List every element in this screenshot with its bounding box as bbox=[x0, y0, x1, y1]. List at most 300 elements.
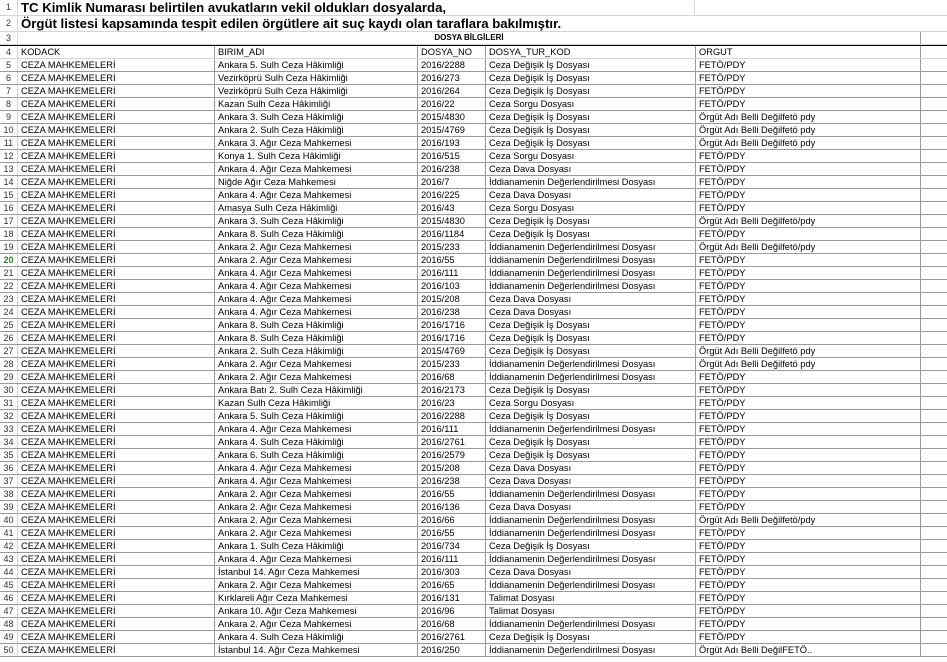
cell-orgut[interactable]: FETÖ/PDY bbox=[696, 59, 921, 71]
cell-birim-adi[interactable]: Ankara 8. Sulh Ceza Hâkimliği bbox=[215, 228, 418, 240]
cell-orgut[interactable]: FETÖ/PDY bbox=[696, 280, 921, 292]
cell-orgut[interactable]: FETÖ/PDY bbox=[696, 397, 921, 409]
table-row bbox=[0, 488, 947, 501]
table-row bbox=[0, 592, 947, 605]
cell-birim-adi[interactable]: Ankara 2. Ağır Ceza Mahkemesi bbox=[215, 527, 418, 539]
row-number[interactable]: 27 bbox=[0, 345, 18, 357]
cell-orgut[interactable]: FETÖ/PDY bbox=[696, 488, 921, 500]
table-row bbox=[0, 397, 947, 410]
cell-dosya-no[interactable]: 2016/43 bbox=[418, 202, 486, 214]
cell-dosya-tur-kod[interactable]: Ceza Dava Dosyası bbox=[486, 306, 696, 318]
cell-dosya-tur-kod[interactable]: İddianamenin Değerlendirilmesi Dosyası bbox=[486, 514, 696, 526]
cell-orgut[interactable]: FETÖ/PDY bbox=[696, 410, 921, 422]
cell-birim-adi[interactable]: Ankara 2. Ağır Ceza Mahkemesi bbox=[215, 254, 418, 266]
row-number[interactable]: 45 bbox=[0, 579, 18, 591]
row-number[interactable]: 34 bbox=[0, 436, 18, 448]
row-number[interactable]: 13 bbox=[0, 163, 18, 175]
cell-dosya-no[interactable]: 2016/264 bbox=[418, 85, 486, 97]
column-header-kodack[interactable]: KODACK bbox=[18, 46, 215, 58]
row-number[interactable]: 37 bbox=[0, 475, 18, 487]
row-number[interactable]: 2 bbox=[0, 16, 18, 31]
cell-dosya-tur-kod[interactable]: Ceza Dava Dosyası bbox=[486, 163, 696, 175]
row-number[interactable]: 38 bbox=[0, 488, 18, 500]
cell-kodack[interactable]: CEZA MAHKEMELERİ bbox=[18, 319, 215, 331]
cell-kodack[interactable]: CEZA MAHKEMELERİ bbox=[18, 306, 215, 318]
cell-dosya-no[interactable]: 2015/4830 bbox=[418, 111, 486, 123]
cell-dosya-tur-kod[interactable]: İddianamenin Değerlendirilmesi Dosyası bbox=[486, 176, 696, 188]
cell-dosya-tur-kod[interactable]: İddianamenin Değerlendirilmesi Dosyası bbox=[486, 644, 696, 656]
cell-kodack[interactable]: CEZA MAHKEMELERİ bbox=[18, 605, 215, 617]
row-number[interactable]: 24 bbox=[0, 306, 18, 318]
cell-kodack[interactable]: CEZA MAHKEMELERİ bbox=[18, 137, 215, 149]
row-number[interactable]: 32 bbox=[0, 410, 18, 422]
cell-orgut[interactable]: FETÖ/PDY bbox=[696, 98, 921, 110]
cell-dosya-tur-kod[interactable]: Ceza Sorgu Dosyası bbox=[486, 202, 696, 214]
cell-birim-adi[interactable]: Ankara 4. Ağır Ceza Mahkemesi bbox=[215, 280, 418, 292]
cell-kodack[interactable]: CEZA MAHKEMELERİ bbox=[18, 501, 215, 513]
data-grid bbox=[0, 45, 947, 657]
cell-orgut[interactable]: FETÖ/PDY bbox=[696, 150, 921, 162]
cell-kodack[interactable]: CEZA MAHKEMELERİ bbox=[18, 332, 215, 344]
cell-orgut[interactable]: Örgüt Adı Belli Değilfetö/pdy bbox=[696, 241, 921, 253]
cell-dosya-no[interactable]: 2016/2761 bbox=[418, 436, 486, 448]
row-number[interactable]: 44 bbox=[0, 566, 18, 578]
cell-dosya-no[interactable]: 2016/111 bbox=[418, 553, 486, 565]
cell-dosya-tur-kod[interactable]: Ceza Değişik İş Dosyası bbox=[486, 59, 696, 71]
cell-orgut[interactable]: FETÖ/PDY bbox=[696, 72, 921, 84]
cell-dosya-tur-kod[interactable]: Ceza Değişik İş Dosyası bbox=[486, 449, 696, 461]
cell-birim-adi[interactable]: Konya 1. Sulh Ceza Hâkimliği bbox=[215, 150, 418, 162]
cell-orgut[interactable]: FETÖ/PDY bbox=[696, 202, 921, 214]
cell-dosya-no[interactable]: 2016/68 bbox=[418, 618, 486, 630]
cell-dosya-no[interactable]: 2016/2173 bbox=[418, 384, 486, 396]
cell-dosya-no[interactable]: 2015/4830 bbox=[418, 215, 486, 227]
cell-orgut[interactable]: FETÖ/PDY bbox=[696, 267, 921, 279]
cell-kodack[interactable]: CEZA MAHKEMELERİ bbox=[18, 358, 215, 370]
cell-orgut[interactable]: FETÖ/PDY bbox=[696, 553, 921, 565]
cell-birim-adi[interactable]: Ankara 2. Ağır Ceza Mahkemesi bbox=[215, 501, 418, 513]
cell-birim-adi[interactable]: Vezirköprü Sulh Ceza Hâkimliği bbox=[215, 72, 418, 84]
cell-dosya-tur-kod[interactable]: Ceza Değişik İş Dosyası bbox=[486, 72, 696, 84]
row-number[interactable]: 48 bbox=[0, 618, 18, 630]
cell-dosya-tur-kod[interactable]: Ceza Değişik İş Dosyası bbox=[486, 124, 696, 136]
cell-dosya-no[interactable]: 2016/22 bbox=[418, 98, 486, 110]
cell-dosya-tur-kod[interactable]: Ceza Değişik İş Dosyası bbox=[486, 228, 696, 240]
table-row bbox=[0, 72, 947, 85]
cell-kodack[interactable]: CEZA MAHKEMELERİ bbox=[18, 423, 215, 435]
cell-dosya-tur-kod[interactable]: Ceza Değişik İş Dosyası bbox=[486, 137, 696, 149]
report-title-line-2[interactable]: Örgüt listesi kapsamında tespit edilen örgütlere ait suç kaydı olan taraflara bakılmıştır. bbox=[21, 16, 562, 31]
cell-birim-adi[interactable]: Ankara 2. Sulh Ceza Hâkimliği bbox=[215, 124, 418, 136]
cell-orgut[interactable]: FETÖ/PDY bbox=[696, 384, 921, 396]
cell-birim-adi[interactable]: Ankara 4. Ağır Ceza Mahkemesi bbox=[215, 163, 418, 175]
cell-birim-adi[interactable]: Ankara 2. Ağır Ceza Mahkemesi bbox=[215, 618, 418, 630]
cell-orgut[interactable]: FETÖ/PDY bbox=[696, 527, 921, 539]
row-number[interactable]: 16 bbox=[0, 202, 18, 214]
cell-dosya-no[interactable]: 2016/23 bbox=[418, 397, 486, 409]
cell-dosya-tur-kod[interactable]: Ceza Değişik İş Dosyası bbox=[486, 410, 696, 422]
cell-birim-adi[interactable]: Ankara 5. Sulh Ceza Hâkimliği bbox=[215, 410, 418, 422]
cell-birim-adi[interactable]: Niğde Ağır Ceza Mahkemesi bbox=[215, 176, 418, 188]
cell-birim-adi[interactable]: Ankara 2. Ağır Ceza Mahkemesi bbox=[215, 579, 418, 591]
cell-kodack[interactable]: CEZA MAHKEMELERİ bbox=[18, 475, 215, 487]
row-number[interactable]: 8 bbox=[0, 98, 18, 110]
cell-dosya-tur-kod[interactable]: Ceza Değişik İş Dosyası bbox=[486, 332, 696, 344]
cell-dosya-no[interactable]: 2016/273 bbox=[418, 72, 486, 84]
cell-orgut[interactable]: FETÖ/PDY bbox=[696, 631, 921, 643]
cell-orgut[interactable]: FETÖ/PDY bbox=[696, 592, 921, 604]
cell-birim-adi[interactable]: Ankara 3. Sulh Ceza Hâkimliği bbox=[215, 111, 418, 123]
cell-orgut[interactable]: FETÖ/PDY bbox=[696, 566, 921, 578]
table-row bbox=[0, 150, 947, 163]
row-number[interactable]: 9 bbox=[0, 111, 18, 123]
row-number[interactable]: 25 bbox=[0, 319, 18, 331]
cell-birim-adi[interactable]: Ankara 4. Sulh Ceza Hâkimliği bbox=[215, 436, 418, 448]
cell-dosya-no[interactable]: 2016/2288 bbox=[418, 410, 486, 422]
cell-dosya-no[interactable]: 2016/303 bbox=[418, 566, 486, 578]
cell-kodack[interactable]: CEZA MAHKEMELERİ bbox=[18, 462, 215, 474]
cell-dosya-tur-kod[interactable]: İddianamenin Değerlendirilmesi Dosyası bbox=[486, 553, 696, 565]
table-row bbox=[0, 501, 947, 514]
cell-birim-adi[interactable]: Ankara 2. Ağır Ceza Mahkemesi bbox=[215, 371, 418, 383]
row-number[interactable]: 18 bbox=[0, 228, 18, 240]
cell-orgut[interactable]: FETÖ/PDY bbox=[696, 579, 921, 591]
cell-kodack[interactable]: CEZA MAHKEMELERİ bbox=[18, 527, 215, 539]
row-number[interactable]: 39 bbox=[0, 501, 18, 513]
cell-kodack[interactable]: CEZA MAHKEMELERİ bbox=[18, 345, 215, 357]
column-header-row bbox=[0, 46, 947, 59]
cell-dosya-no[interactable]: 2016/1716 bbox=[418, 332, 486, 344]
row-number[interactable]: 12 bbox=[0, 150, 18, 162]
table-row bbox=[0, 475, 947, 488]
cell-orgut[interactable]: FETÖ/PDY bbox=[696, 501, 921, 513]
cell-kodack[interactable]: CEZA MAHKEMELERİ bbox=[18, 228, 215, 240]
cell-kodack[interactable]: CEZA MAHKEMELERİ bbox=[18, 59, 215, 71]
row-number[interactable]: 23 bbox=[0, 293, 18, 305]
cell-kodack[interactable]: CEZA MAHKEMELERİ bbox=[18, 72, 215, 84]
cell-dosya-tur-kod[interactable]: İddianamenin Değerlendirilmesi Dosyası bbox=[486, 280, 696, 292]
cell-dosya-tur-kod[interactable]: Ceza Değişik İş Dosyası bbox=[486, 540, 696, 552]
cell-kodack[interactable]: CEZA MAHKEMELERİ bbox=[18, 98, 215, 110]
cell-dosya-no[interactable]: 2016/68 bbox=[418, 371, 486, 383]
row-number[interactable]: 35 bbox=[0, 449, 18, 461]
row-number[interactable]: 36 bbox=[0, 462, 18, 474]
cell-orgut[interactable]: FETÖ/PDY bbox=[696, 371, 921, 383]
column-header-dosya-tur-kod[interactable]: DOSYA_TUR_KOD bbox=[486, 46, 696, 58]
cell-kodack[interactable]: CEZA MAHKEMELERİ bbox=[18, 540, 215, 552]
cell-orgut[interactable]: FETÖ/PDY bbox=[696, 423, 921, 435]
cell-dosya-no[interactable]: 2015/208 bbox=[418, 462, 486, 474]
cell-orgut[interactable]: FETÖ/PDY bbox=[696, 293, 921, 305]
cell-orgut[interactable]: FETÖ/PDY bbox=[696, 176, 921, 188]
cell-orgut[interactable]: Örgüt Adı Belli DeğilFETÖ.. bbox=[696, 644, 921, 656]
cell-kodack[interactable]: CEZA MAHKEMELERİ bbox=[18, 449, 215, 461]
cell-dosya-no[interactable]: 2016/193 bbox=[418, 137, 486, 149]
cell-dosya-no[interactable]: 2015/208 bbox=[418, 293, 486, 305]
cell-dosya-no[interactable]: 2016/238 bbox=[418, 306, 486, 318]
cell-kodack[interactable]: CEZA MAHKEMELERİ bbox=[18, 644, 215, 656]
cell-dosya-tur-kod[interactable]: Talimat Dosyası bbox=[486, 592, 696, 604]
row-number[interactable]: 47 bbox=[0, 605, 18, 617]
row-number[interactable]: 31 bbox=[0, 397, 18, 409]
table-row bbox=[0, 631, 947, 644]
row-number[interactable]: 10 bbox=[0, 124, 18, 136]
cell-kodack[interactable]: CEZA MAHKEMELERİ bbox=[18, 124, 215, 136]
cell-dosya-no[interactable]: 2016/238 bbox=[418, 475, 486, 487]
cell-dosya-tur-kod[interactable]: İddianamenin Değerlendirilmesi Dosyası bbox=[486, 488, 696, 500]
cell-orgut[interactable]: FETÖ/PDY bbox=[696, 436, 921, 448]
cell-birim-adi[interactable]: Ankara 2. Ağır Ceza Mahkemesi bbox=[215, 241, 418, 253]
cell-dosya-no[interactable]: 2016/250 bbox=[418, 644, 486, 656]
cell-birim-adi[interactable]: Ankara 1. Sulh Ceza Hâkimliği bbox=[215, 540, 418, 552]
cell-dosya-no[interactable]: 2016/111 bbox=[418, 267, 486, 279]
row-number[interactable]: 14 bbox=[0, 176, 18, 188]
row-number[interactable]: 6 bbox=[0, 72, 18, 84]
cell-dosya-no[interactable]: 2015/4769 bbox=[418, 124, 486, 136]
report-title-line-1[interactable]: TC Kimlik Numarası belirtilen avukatların vekil oldukları dosyalarda, bbox=[18, 0, 695, 15]
cell-dosya-no[interactable]: 2016/2288 bbox=[418, 59, 486, 71]
cell-dosya-no[interactable]: 2016/96 bbox=[418, 605, 486, 617]
cell-kodack[interactable]: CEZA MAHKEMELERİ bbox=[18, 280, 215, 292]
cell-birim-adi[interactable]: Ankara 3. Ağır Ceza Mahkemesi bbox=[215, 137, 418, 149]
cell-dosya-tur-kod[interactable]: Ceza Değişik İş Dosyası bbox=[486, 384, 696, 396]
cell-kodack[interactable]: CEZA MAHKEMELERİ bbox=[18, 163, 215, 175]
row-number[interactable]: 4 bbox=[0, 46, 18, 58]
cell-dosya-tur-kod[interactable]: Ceza Sorgu Dosyası bbox=[486, 98, 696, 110]
cell-dosya-no[interactable]: 2016/1716 bbox=[418, 319, 486, 331]
cell-orgut[interactable]: Örgüt Adı Belli Değilfetö pdy bbox=[696, 124, 921, 136]
row-number[interactable]: 1 bbox=[0, 0, 18, 15]
row-number[interactable]: 28 bbox=[0, 358, 18, 370]
cell-dosya-tur-kod[interactable]: Ceza Dava Dosyası bbox=[486, 501, 696, 513]
cell-dosya-tur-kod[interactable]: İddianamenin Değerlendirilmesi Dosyası bbox=[486, 618, 696, 630]
row-number[interactable]: 41 bbox=[0, 527, 18, 539]
cell-kodack[interactable]: CEZA MAHKEMELERİ bbox=[18, 488, 215, 500]
cell-kodack[interactable]: CEZA MAHKEMELERİ bbox=[18, 202, 215, 214]
cell-kodack[interactable]: CEZA MAHKEMELERİ bbox=[18, 189, 215, 201]
cell-kodack[interactable]: CEZA MAHKEMELERİ bbox=[18, 254, 215, 266]
cell-birim-adi[interactable]: Kırklareli Ağır Ceza Mahkemesi bbox=[215, 592, 418, 604]
cell-kodack[interactable]: CEZA MAHKEMELERİ bbox=[18, 176, 215, 188]
row-number[interactable]: 7 bbox=[0, 85, 18, 97]
cell-dosya-no[interactable]: 2016/238 bbox=[418, 163, 486, 175]
cell-orgut[interactable]: FETÖ/PDY bbox=[696, 306, 921, 318]
cell-orgut[interactable]: Örgüt Adı Belli Değilfetö pdy bbox=[696, 111, 921, 123]
cell-dosya-no[interactable]: 2016/2761 bbox=[418, 631, 486, 643]
column-header-dosya-no[interactable]: DOSYA_NO bbox=[418, 46, 486, 58]
row-number[interactable]: 11 bbox=[0, 137, 18, 149]
row-number[interactable]: 22 bbox=[0, 280, 18, 292]
cell-dosya-tur-kod[interactable]: Ceza Değişik İş Dosyası bbox=[486, 436, 696, 448]
cell-dosya-tur-kod[interactable]: Ceza Değişik İş Dosyası bbox=[486, 111, 696, 123]
cell-birim-adi[interactable]: Ankara 5. Sulh Ceza Hâkimliği bbox=[215, 59, 418, 71]
cell-birim-adi[interactable]: Kazan Sulh Ceza Hâkimliği bbox=[215, 397, 418, 409]
cell-dosya-tur-kod[interactable]: Ceza Dava Dosyası bbox=[486, 475, 696, 487]
cell-orgut[interactable]: FETÖ/PDY bbox=[696, 449, 921, 461]
cell-kodack[interactable]: CEZA MAHKEMELERİ bbox=[18, 566, 215, 578]
cell-dosya-tur-kod[interactable]: İddianamenin Değerlendirilmesi Dosyası bbox=[486, 423, 696, 435]
cell-orgut[interactable]: FETÖ/PDY bbox=[696, 605, 921, 617]
cell-dosya-tur-kod[interactable]: İddianamenin Değerlendirilmesi Dosyası bbox=[486, 254, 696, 266]
cell-birim-adi[interactable]: Ankara 3. Sulh Ceza Hâkimliği bbox=[215, 215, 418, 227]
cell-kodack[interactable]: CEZA MAHKEMELERİ bbox=[18, 592, 215, 604]
cell-dosya-no[interactable]: 2015/233 bbox=[418, 241, 486, 253]
column-header-birim-adi[interactable]: BIRIM_ADI bbox=[215, 46, 418, 58]
cell-dosya-tur-kod[interactable]: Ceza Sorgu Dosyası bbox=[486, 150, 696, 162]
row-number[interactable]: 17 bbox=[0, 215, 18, 227]
cell-kodack[interactable]: CEZA MAHKEMELERİ bbox=[18, 397, 215, 409]
cell-dosya-no[interactable]: 2015/233 bbox=[418, 358, 486, 370]
cell-kodack[interactable]: CEZA MAHKEMELERİ bbox=[18, 215, 215, 227]
cell-dosya-tur-kod[interactable]: Ceza Dava Dosyası bbox=[486, 462, 696, 474]
cell-orgut[interactable]: FETÖ/PDY bbox=[696, 85, 921, 97]
row-number[interactable]: 50 bbox=[0, 644, 18, 656]
cell-birim-adi[interactable]: Ankara 4. Ağır Ceza Mahkemesi bbox=[215, 423, 418, 435]
cell-kodack[interactable]: CEZA MAHKEMELERİ bbox=[18, 293, 215, 305]
cell-dosya-no[interactable]: 2015/4769 bbox=[418, 345, 486, 357]
cell-dosya-tur-kod[interactable]: Ceza Değişik İş Dosyası bbox=[486, 85, 696, 97]
cell-dosya-tur-kod[interactable]: Ceza Değişik İş Dosyası bbox=[486, 319, 696, 331]
cell-dosya-tur-kod[interactable]: İddianamenin Değerlendirilmesi Dosyası bbox=[486, 527, 696, 539]
cell-dosya-tur-kod[interactable]: Ceza Dava Dosyası bbox=[486, 189, 696, 201]
cell-dosya-no[interactable]: 2016/7 bbox=[418, 176, 486, 188]
cell-orgut[interactable]: Örgüt Adı Belli Değilfetö pdy bbox=[696, 345, 921, 357]
cell-birim-adi[interactable]: Ankara 4. Ağır Ceza Mahkemesi bbox=[215, 475, 418, 487]
row-number[interactable]: 40 bbox=[0, 514, 18, 526]
cell-birim-adi[interactable]: Ankara 10. Ağır Ceza Mahkemesi bbox=[215, 605, 418, 617]
cell-dosya-tur-kod[interactable]: Talimat Dosyası bbox=[486, 605, 696, 617]
cell-birim-adi[interactable]: Ankara 4. Ağır Ceza Mahkemesi bbox=[215, 462, 418, 474]
row-number[interactable]: 5 bbox=[0, 59, 18, 71]
cell-birim-adi[interactable]: Ankara 4. Ağır Ceza Mahkemesi bbox=[215, 553, 418, 565]
cell-dosya-tur-kod[interactable]: İddianamenin Değerlendirilmesi Dosyası bbox=[486, 358, 696, 370]
section-label[interactable]: DOSYA BİLGİLERİ bbox=[18, 32, 921, 44]
cell-kodack[interactable]: CEZA MAHKEMELERİ bbox=[18, 579, 215, 591]
cell-birim-adi[interactable]: Kazan Sulh Ceza Hâkimliği bbox=[215, 98, 418, 110]
cell-orgut[interactable]: FETÖ/PDY bbox=[696, 189, 921, 201]
cell-dosya-tur-kod[interactable]: Ceza Değişik İş Dosyası bbox=[486, 345, 696, 357]
row-number[interactable]: 20 bbox=[0, 254, 18, 266]
cell-birim-adi[interactable]: Ankara 4. Ağır Ceza Mahkemesi bbox=[215, 306, 418, 318]
cell-orgut[interactable]: FETÖ/PDY bbox=[696, 163, 921, 175]
cell-orgut[interactable]: Örgüt Adı Belli Değilfetö/pdy bbox=[696, 215, 921, 227]
cell-birim-adi[interactable]: Ankara 8. Sulh Ceza Hâkimliği bbox=[215, 332, 418, 344]
cell-kodack[interactable]: CEZA MAHKEMELERİ bbox=[18, 631, 215, 643]
row-number[interactable]: 29 bbox=[0, 371, 18, 383]
cell-birim-adi[interactable]: Ankara 8. Sulh Ceza Hâkimliği bbox=[215, 319, 418, 331]
table-row bbox=[0, 111, 947, 124]
cell-birim-adi[interactable]: Ankara Batı 2. Sulh Ceza Hâkimliği bbox=[215, 384, 418, 396]
cell-orgut[interactable]: FETÖ/PDY bbox=[696, 618, 921, 630]
cell-kodack[interactable]: CEZA MAHKEMELERİ bbox=[18, 150, 215, 162]
cell-birim-adi[interactable]: İstanbul 14. Ağır Ceza Mahkemesi bbox=[215, 566, 418, 578]
cell-dosya-tur-kod[interactable]: Ceza Dava Dosyası bbox=[486, 566, 696, 578]
cell-birim-adi[interactable]: Ankara 4. Ağır Ceza Mahkemesi bbox=[215, 189, 418, 201]
row-number[interactable]: 46 bbox=[0, 592, 18, 604]
cell-dosya-no[interactable]: 2016/225 bbox=[418, 189, 486, 201]
cell-dosya-tur-kod[interactable]: Ceza Değişik İş Dosyası bbox=[486, 631, 696, 643]
cell-birim-adi[interactable]: Ankara 4. Sulh Ceza Hâkimliği bbox=[215, 631, 418, 643]
cell-dosya-no[interactable]: 2016/55 bbox=[418, 488, 486, 500]
cell-kodack[interactable]: CEZA MAHKEMELERİ bbox=[18, 267, 215, 279]
cell-dosya-no[interactable]: 2016/1184 bbox=[418, 228, 486, 240]
cell-dosya-no[interactable]: 2016/103 bbox=[418, 280, 486, 292]
row-number[interactable]: 49 bbox=[0, 631, 18, 643]
row-number[interactable]: 15 bbox=[0, 189, 18, 201]
row-number[interactable]: 19 bbox=[0, 241, 18, 253]
row-number[interactable]: 33 bbox=[0, 423, 18, 435]
cell-birim-adi[interactable]: Amasya Sulh Ceza Hâkimliği bbox=[215, 202, 418, 214]
cell-orgut[interactable]: Örgüt Adı Belli Değilfetö pdy bbox=[696, 358, 921, 370]
row-number[interactable]: 43 bbox=[0, 553, 18, 565]
cell-orgut[interactable]: FETÖ/PDY bbox=[696, 254, 921, 266]
cell-kodack[interactable]: CEZA MAHKEMELERİ bbox=[18, 436, 215, 448]
cell-dosya-no[interactable]: 2016/734 bbox=[418, 540, 486, 552]
row-number[interactable]: 42 bbox=[0, 540, 18, 552]
row-number[interactable]: 30 bbox=[0, 384, 18, 396]
cell-birim-adi[interactable]: Ankara 2. Ağır Ceza Mahkemesi bbox=[215, 358, 418, 370]
cell-dosya-no[interactable]: 2016/66 bbox=[418, 514, 486, 526]
cell-dosya-no[interactable]: 2016/55 bbox=[418, 527, 486, 539]
cell-birim-adi[interactable]: İstanbul 14. Ağır Ceza Mahkemesi bbox=[215, 644, 418, 656]
cell-kodack[interactable]: CEZA MAHKEMELERİ bbox=[18, 514, 215, 526]
column-header-orgut[interactable]: ORGUT bbox=[696, 46, 921, 58]
cell-birim-adi[interactable]: Ankara 4. Ağır Ceza Mahkemesi bbox=[215, 293, 418, 305]
cell-kodack[interactable]: CEZA MAHKEMELERİ bbox=[18, 85, 215, 97]
cell-dosya-tur-kod[interactable]: İddianamenin Değerlendirilmesi Dosyası bbox=[486, 371, 696, 383]
table-row bbox=[0, 202, 947, 215]
cell-dosya-tur-kod[interactable]: İddianamenin Değerlendirilmesi Dosyası bbox=[486, 267, 696, 279]
cell-orgut[interactable]: FETÖ/PDY bbox=[696, 332, 921, 344]
cell-kodack[interactable]: CEZA MAHKEMELERİ bbox=[18, 410, 215, 422]
cell-dosya-tur-kod[interactable]: İddianamenin Değerlendirilmesi Dosyası bbox=[486, 579, 696, 591]
cell-dosya-no[interactable]: 2016/515 bbox=[418, 150, 486, 162]
cell-dosya-no[interactable]: 2016/136 bbox=[418, 501, 486, 513]
cell-orgut[interactable]: FETÖ/PDY bbox=[696, 462, 921, 474]
cell-birim-adi[interactable]: Vezirköprü Sulh Ceza Hâkimliği bbox=[215, 85, 418, 97]
cell-dosya-tur-kod[interactable]: İddianamenin Değerlendirilmesi Dosyası bbox=[486, 241, 696, 253]
cell-kodack[interactable]: CEZA MAHKEMELERİ bbox=[18, 384, 215, 396]
row-number[interactable]: 26 bbox=[0, 332, 18, 344]
cell-orgut[interactable]: FETÖ/PDY bbox=[696, 319, 921, 331]
cell-orgut[interactable]: FETÖ/PDY bbox=[696, 475, 921, 487]
cell-birim-adi[interactable]: Ankara 2. Ağır Ceza Mahkemesi bbox=[215, 514, 418, 526]
cell-kodack[interactable]: CEZA MAHKEMELERİ bbox=[18, 553, 215, 565]
cell-dosya-no[interactable]: 2016/2579 bbox=[418, 449, 486, 461]
cell-dosya-tur-kod[interactable]: Ceza Dava Dosyası bbox=[486, 293, 696, 305]
cell-kodack[interactable]: CEZA MAHKEMELERİ bbox=[18, 111, 215, 123]
cell-orgut[interactable]: Örgüt Adı Belli Değilfetö/pdy bbox=[696, 514, 921, 526]
cell-orgut[interactable]: FETÖ/PDY bbox=[696, 228, 921, 240]
cell-kodack[interactable]: CEZA MAHKEMELERİ bbox=[18, 241, 215, 253]
cell-birim-adi[interactable]: Ankara 2. Sulh Ceza Hâkimliği bbox=[215, 345, 418, 357]
cell-birim-adi[interactable]: Ankara 2. Ağır Ceza Mahkemesi bbox=[215, 488, 418, 500]
cell-dosya-tur-kod[interactable]: Ceza Değişik İş Dosyası bbox=[486, 215, 696, 227]
cell-dosya-no[interactable]: 2016/111 bbox=[418, 423, 486, 435]
cell-dosya-tur-kod[interactable]: Ceza Sorgu Dosyası bbox=[486, 397, 696, 409]
cell-dosya-no[interactable]: 2016/65 bbox=[418, 579, 486, 591]
cell-birim-adi[interactable]: Ankara 4. Ağır Ceza Mahkemesi bbox=[215, 267, 418, 279]
cell-orgut[interactable]: FETÖ/PDY bbox=[696, 540, 921, 552]
cell-kodack[interactable]: CEZA MAHKEMELERİ bbox=[18, 618, 215, 630]
row-number[interactable]: 3 bbox=[0, 32, 18, 44]
cell-birim-adi[interactable]: Ankara 6. Sulh Ceza Hâkimliği bbox=[215, 449, 418, 461]
cell-orgut[interactable]: Örgüt Adı Belli Değilfetö pdy bbox=[696, 137, 921, 149]
cell-dosya-no[interactable]: 2016/131 bbox=[418, 592, 486, 604]
cell-kodack[interactable]: CEZA MAHKEMELERİ bbox=[18, 371, 215, 383]
cell-dosya-no[interactable]: 2016/55 bbox=[418, 254, 486, 266]
row-number[interactable]: 21 bbox=[0, 267, 18, 279]
